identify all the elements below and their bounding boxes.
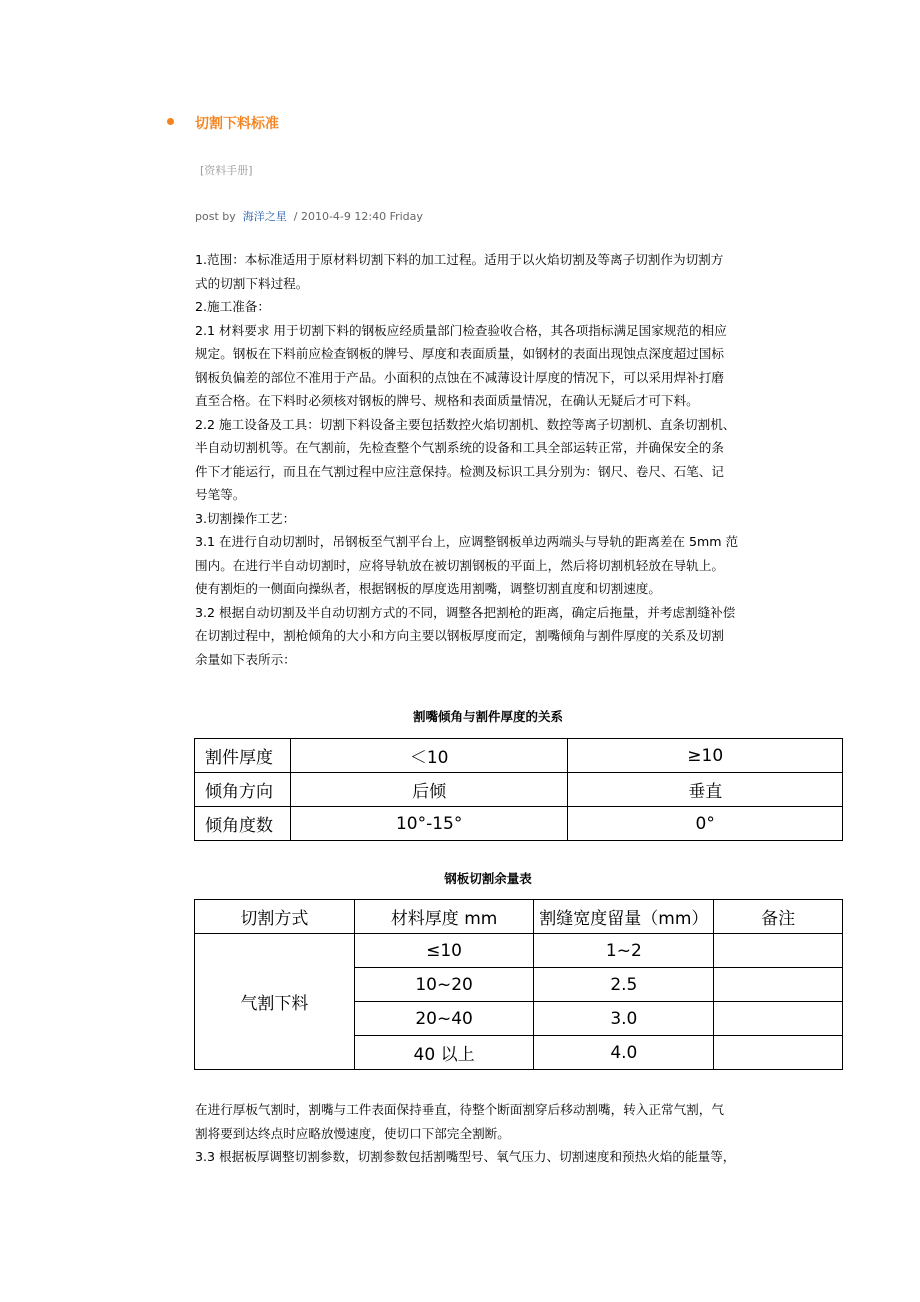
method-cell: 气割下料 xyxy=(195,934,355,1070)
paragraph-line: 2.2 施工设备及工具：切割下料设备主要包括数控火焰切割机、数控等离子切割机、直条切割机、 xyxy=(195,416,736,432)
table-cell: 倾角方向 xyxy=(195,773,291,807)
table1-caption: 割嘴倾角与割件厚度的关系 xyxy=(412,709,563,724)
paragraph-line: 割将要到达终点时应略放慢速度，使切口下部完全割断。 xyxy=(195,1125,510,1141)
table-cell: 40 以上 xyxy=(354,1036,534,1070)
post-meta xyxy=(195,208,423,224)
paragraph-line: 3.2 根据自动切割及半自动切割方式的不同，调整各把割枪的距离，确定后拖量，并考虑割缝补偿 xyxy=(195,604,736,620)
table-row xyxy=(195,934,843,968)
paragraph-line: 围内。在进行半自动切割时，应将导轨放在被切割钢板的平面上，然后将切割机轻放在导轨上。 xyxy=(195,557,724,573)
table-header: 切割方式 xyxy=(195,900,355,934)
paragraph-line: 规定。钢板在下料前应检查钢板的牌号、厚度和表面质量，如钢材的表面出现蚀点深度超过国标 xyxy=(195,346,724,361)
table-cell: 垂直 xyxy=(568,773,843,807)
table-cell: 3.0 xyxy=(534,1002,714,1036)
table2-caption: 钢板切割余量表 xyxy=(444,871,532,886)
paragraph-line: 直至合格。在下料时必须核对钢板的牌号、规格和表面质量情况，在确认无疑后才可下料。 xyxy=(195,393,699,408)
author-link[interactable]: 海洋之星 xyxy=(242,210,287,223)
paragraph-line: 3.1 在进行自动切割时，吊钢板至气割平台上，应调整钢板单边两端头与导轨的距离差在 5mm 范 xyxy=(195,534,739,549)
paragraph-line: 3.3 根据板厚调整切割参数，切割参数包括割嘴型号、氧气压力、切割速度和预热火焰的能量等， xyxy=(195,1149,736,1164)
table-cell xyxy=(714,1002,843,1036)
paragraph-line: 号笔等。 xyxy=(195,487,246,502)
paragraph-line: 1.范围：本标准适用于原材料切割下料的加工过程。适用于以火焰切割及等离子切割作为切割方 xyxy=(195,252,724,267)
angle-table xyxy=(194,738,843,841)
table-cell: 10°-15° xyxy=(290,807,568,841)
paragraph-line: 半自动切割机等。在气割前，先检查整个气割系统的设备和工具全部运转正常，并确保安全的条 xyxy=(195,440,724,455)
table-cell: ≥10 xyxy=(568,739,843,773)
table-cell xyxy=(714,968,843,1002)
paragraph-line: 2.施工准备： xyxy=(195,299,270,314)
paragraph-line: 件下才能运行，而且在气割过程中应注意保持。检测及标识工具分别为：钢尺、卷尺、石笔、记 xyxy=(195,463,724,479)
paragraph-line: 式的切割下料过程。 xyxy=(195,275,309,291)
table-row xyxy=(195,807,843,841)
table-cell: 后倾 xyxy=(290,773,568,807)
allowance-table xyxy=(194,899,843,1070)
post-category[interactable]: [资料手册] xyxy=(200,164,253,177)
paragraph-line: 钢板负偏差的部位不准用于产品。小面积的点蚀在不减薄设计厚度的情况下，可以采用焊补打磨 xyxy=(195,369,724,385)
post-title[interactable]: 切割下料标准 xyxy=(195,116,279,132)
table-cell: ≤10 xyxy=(354,934,534,968)
table-cell: 10~20 xyxy=(354,968,534,1002)
table-cell: 1~2 xyxy=(534,934,714,968)
table-cell xyxy=(714,1036,843,1070)
table-cell: 割件厚度 xyxy=(195,739,291,773)
article-body-bottom xyxy=(195,1098,795,1169)
bullet-icon xyxy=(167,118,174,125)
table-cell: ＜10 xyxy=(290,739,568,773)
table-header: 割缝宽度留量（mm） xyxy=(534,900,714,934)
table2-caption-wrap xyxy=(195,869,781,887)
table-cell: 4.0 xyxy=(534,1036,714,1070)
table-cell: 20~40 xyxy=(354,1002,534,1036)
paragraph-line: 2.1 材料要求 用于切割下料的钢板应经质量部门检查验收合格，其各项指标满足国家规范的相应 xyxy=(195,322,727,338)
paragraph-line: 在进行厚板气割时，割嘴与工件表面保持垂直，待整个断面割穿后移动割嘴，转入正常气割，气 xyxy=(195,1102,724,1117)
paragraph-line: 3.切割操作工艺： xyxy=(195,510,296,526)
table-cell: 倾角度数 xyxy=(195,807,291,841)
table-row xyxy=(195,773,843,807)
table-cell: 0° xyxy=(568,807,843,841)
meta-date: / 2010-4-9 12:40 Friday xyxy=(293,210,423,223)
article-body-top xyxy=(195,248,795,671)
paragraph-line: 使有割炬的一侧面向操纵者，根据钢板的厚度选用割嘴，调整切割直度和切割速度。 xyxy=(195,581,661,596)
table1-caption-wrap xyxy=(195,707,781,725)
table-cell xyxy=(714,934,843,968)
table-header: 材料厚度 mm xyxy=(354,900,534,934)
paragraph-line: 余量如下表所示： xyxy=(195,651,296,667)
table-header: 备注 xyxy=(714,900,843,934)
paragraph-line: 在切割过程中，割枪倾角的大小和方向主要以钢板厚度而定，割嘴倾角与割件厚度的关系及切割 xyxy=(195,628,724,643)
meta-prefix: post by xyxy=(195,210,236,223)
table-row xyxy=(195,739,843,773)
table-cell: 2.5 xyxy=(534,968,714,1002)
table-header-row xyxy=(195,900,843,934)
